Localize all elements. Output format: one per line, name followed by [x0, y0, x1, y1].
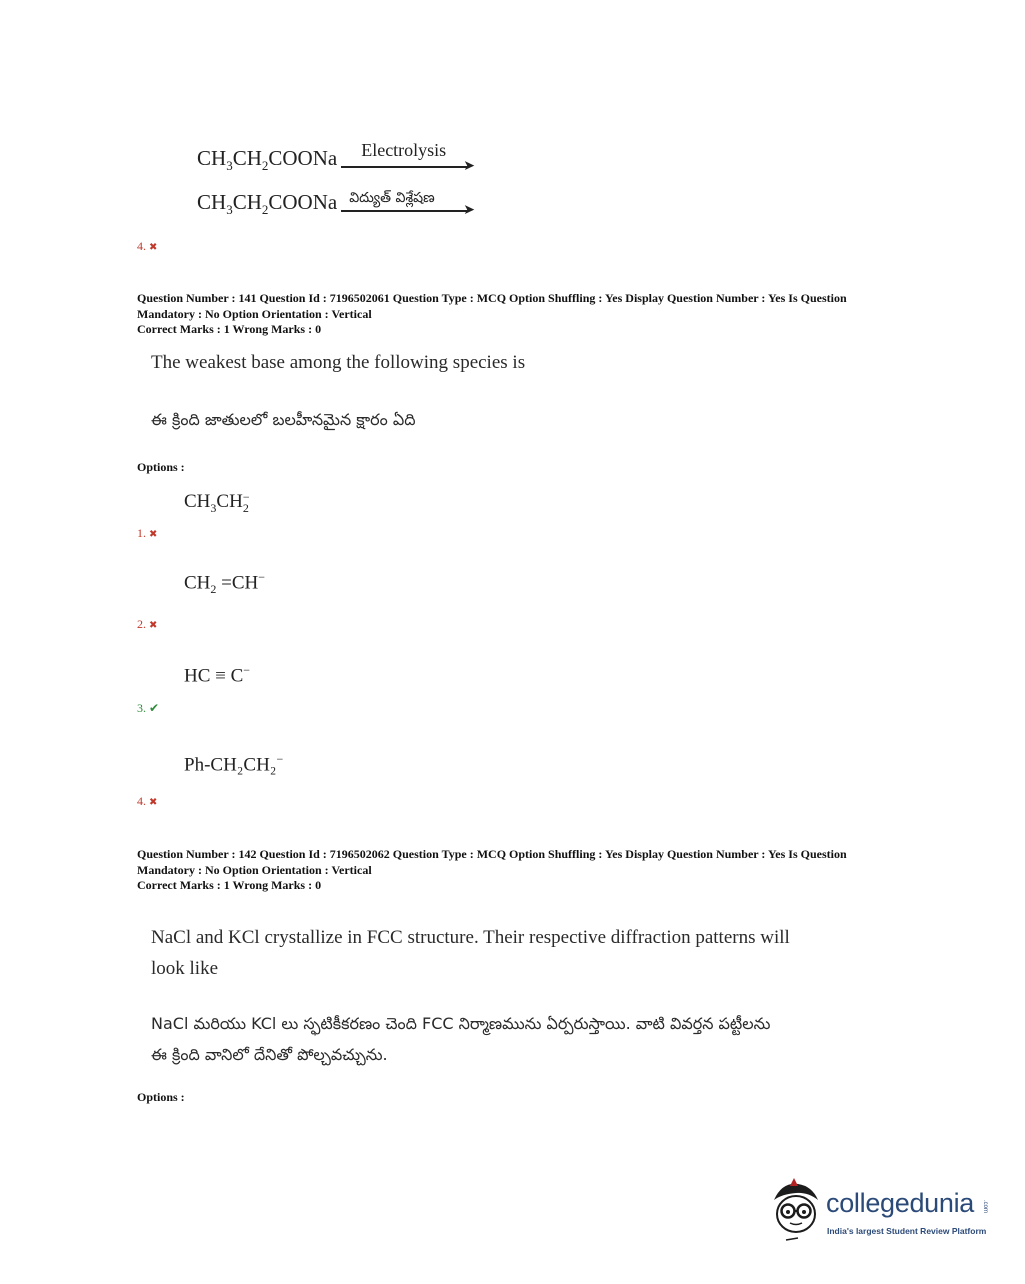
- reaction-2-reactant: $CH_3CH_2COONa$: [197, 189, 338, 218]
- reaction-1-arrow: Electrolysis ➤: [341, 140, 481, 180]
- reaction-2-label: విద్యుత్ విశ్లేషణ: [349, 190, 435, 206]
- q141-meta: Question Number : 141 Question Id : 7196502061 Question Type : MCQ Option Shuffling : Yes Display Question Number : Yes Is Question Mandatory : No Option Orientation : Vertical Correct Marks : 1 Wrong Marks : 0: [137, 291, 847, 336]
- q141-option-1-number: 1. ✖: [137, 526, 158, 540]
- q141-option-3-formula: HC ≡ C−: [184, 663, 251, 687]
- q141-text-en: The weakest base among the following species is: [151, 352, 526, 373]
- wrong-mark-icon: ✖: [149, 242, 158, 253]
- logo-wordmark: collegedunia: [826, 1188, 975, 1218]
- q141-options-label: Options :: [137, 460, 185, 474]
- wrong-mark-icon: ✖: [149, 620, 158, 631]
- q141-option-4-number: 4. ✖: [137, 794, 158, 808]
- logo-com: .com: [982, 1200, 988, 1214]
- prev-option-4: 4. ✖: [137, 239, 158, 253]
- q141-option-2-formula: $CH_2 =CH^-$: [184, 570, 266, 597]
- q142-text-en: NaCl and KCl crystallize in FCC structure. Their respective diffraction patterns will look like: [151, 927, 790, 979]
- reaction-1-label: Electrolysis: [361, 140, 447, 160]
- q142-text-te: NaCl మరియు KCl లు స్ఫటికీకరణం చెంది FCC నిర్మాణమును ఏర్పరుస్తాయి. వాటి వివర్తన పట్టీలను ఈ క్రింది వానిలో దేనితో పోల్చవచ్చును.: [151, 1014, 771, 1064]
- reaction-2: [197, 184, 481, 224]
- q141-option-1-formula: $CH_3CH$ − 2: [184, 489, 250, 515]
- q142-meta: Question Number : 142 Question Id : 7196502062 Question Type : MCQ Option Shuffling : Yes Display Question Number : Yes Is Question Mandatory : No Option Orientation : Vertical Correct Marks : 1 Wrong Marks : 0: [137, 847, 847, 892]
- collegedunia-logo: [768, 1178, 998, 1248]
- logo-tagline: India's largest Student Review Platform: [827, 1226, 987, 1236]
- reaction-1-reactant: $CH_3CH_2COONa$: [197, 145, 338, 174]
- q141-option-3-number: 3. ✔: [137, 701, 160, 715]
- wrong-mark-icon: ✖: [149, 529, 158, 540]
- wrong-mark-icon: ✖: [149, 797, 158, 808]
- check-mark-icon: ✔: [149, 701, 160, 715]
- reaction-1: [197, 140, 481, 180]
- q141-option-4-formula: Ph-CH₂CH₂−: [184, 752, 284, 776]
- mascot-icon: [768, 1178, 824, 1248]
- q141-text-te: ఈ క్రింది జాతులలో బలహీనమైన క్షారం ఏది: [151, 410, 416, 429]
- reaction-2-arrow: విద్యుత్ విశ్లేషణ ➤: [341, 184, 481, 224]
- q141-option-2-number: 2. ✖: [137, 617, 158, 631]
- q142-options-label: Options :: [137, 1090, 185, 1104]
